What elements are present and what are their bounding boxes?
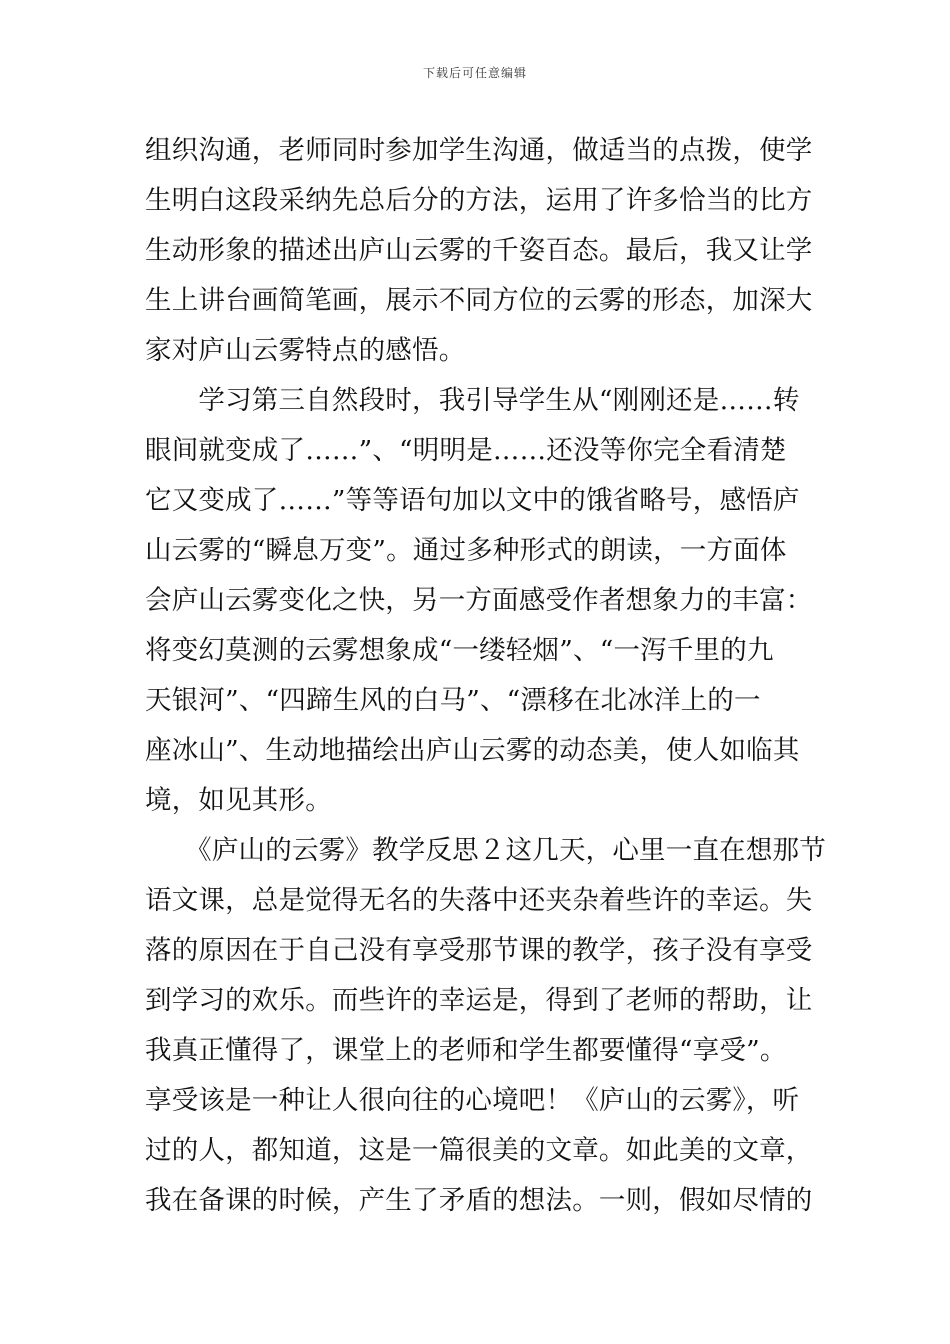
text-line: 我在备课的时候，产生了矛盾的想法。一则，假如尽情的	[145, 1185, 813, 1216]
text-line: 组织沟通，老师同时参加学生沟通，做适当的点拨，使学	[145, 135, 813, 166]
text-line: 生动形象的描述出庐山云雾的千姿百态。最后，我又让学	[145, 235, 813, 266]
text-line: 语文课，总是觉得无名的失落中还夹杂着些许的幸运。失	[145, 885, 813, 916]
text-line: 座冰山”、生动地描绘出庐山云雾的动态美，使人如临其	[145, 735, 800, 766]
text-line: 山云雾的“瞬息万变”。通过多种形式的朗读，一方面体	[145, 535, 787, 566]
text-line: 境，如见其形。	[145, 785, 332, 816]
text-line: 学习第三自然段时，我引导学生从“刚刚还是……转	[145, 385, 800, 416]
text-line: 我真正懂得了，课堂上的老师和学生都要懂得“享受”。	[145, 1035, 787, 1066]
text-line: 享受该是一种让人很向往的心境吧！《庐山的云雾》，听	[145, 1085, 800, 1116]
text-line: 落的原因在于自己没有享受那节课的教学，孩子没有享受	[145, 935, 813, 966]
text-line: 生明白这段采纳先总后分的方法，运用了许多恰当的比方	[145, 185, 813, 216]
text-line: 《庐山的云雾》教学反思２这几天，心里一直在想那节	[145, 835, 826, 866]
text-line: 过的人，都知道，这是一篇很美的文章。如此美的文章，	[145, 1135, 813, 1166]
text-line: 生上讲台画简笔画，展示不同方位的云雾的形态，加深大	[145, 285, 813, 316]
text-line: 它又变成了……”等等语句加以文中的饿省略号，感悟庐	[145, 485, 800, 516]
text-line: 家对庐山云雾特点的感悟。	[145, 335, 466, 366]
text-line: 会庐山云雾变化之快，另一方面感受作者想象力的丰富：	[145, 585, 813, 616]
text-line: 到学习的欢乐。而些许的幸运是，得到了老师的帮助，让	[145, 985, 813, 1016]
text-line: 眼间就变成了……”、“明明是……还没等你完全看清楚	[145, 435, 787, 466]
text-line: 天银河”、“四蹄生风的白马”、“漂移在北冰洋上的一	[145, 685, 761, 716]
text-line: 将变幻莫测的云雾想象成“一缕轻烟”、“一泻千里的九	[145, 635, 774, 666]
page-header: 下载后可任意编辑	[422, 66, 527, 80]
document-body	[145, 126, 826, 1226]
